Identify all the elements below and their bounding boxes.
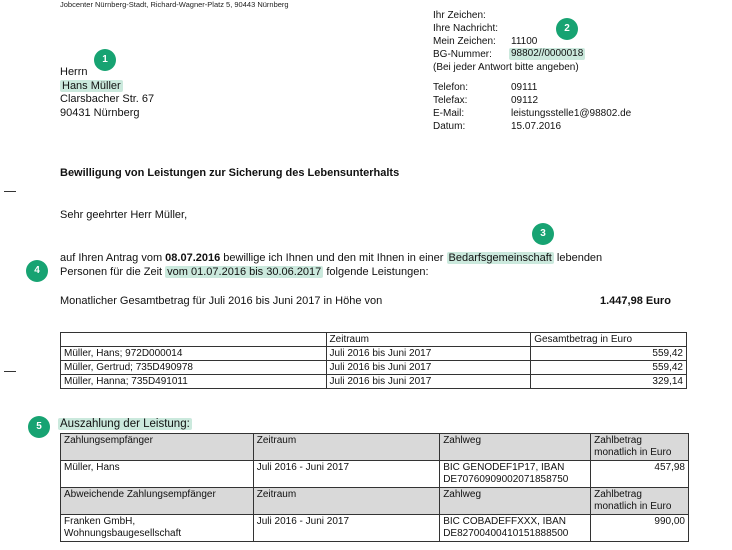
payout-header-row [61,434,689,461]
application-date: 08.07.2016 [165,252,221,264]
body-line-2 [60,266,429,278]
annotation-badge-3: 3 [532,223,554,245]
table-row [61,515,689,542]
datum-label: Datum: [433,121,466,132]
telefon-value: 09111 [511,82,538,93]
payout-header-amount: Zahlbetrag monatlich in Euro [591,434,689,461]
person-amount: 329,14 [531,375,687,389]
bg-nummer-value: 98802//0000018 [511,48,584,59]
payout-header-period: Zeitraum [253,434,439,461]
payout-header-amount: Zahlbetrag monatlich in Euro [591,488,689,515]
annotation-badge-4: 4 [26,260,48,282]
body-line-2-text-a: Personen für die Zeit [60,266,166,278]
payout-header-method: Zahlweg [440,434,591,461]
table-row [61,461,689,488]
payout-heading: Auszahlung der Leistung: [60,418,190,430]
annotation-badge-1: 1 [94,49,116,71]
mein-zeichen-value: 11100 [511,36,538,47]
email-label: E-Mail: [433,108,465,119]
mein-zeichen-label: Mein Zeichen: [433,36,496,47]
payout-method: BIC COBADEFFXXX, IBAN DE82700400410151888500 [440,515,591,542]
body-line-1 [60,252,602,264]
person-name: Müller, Hans; 972D000014 [61,347,327,361]
annotation-badge-5: 5 [28,416,50,438]
summary-amount: 1.447,98 Euro [600,295,671,307]
body-line-2-text-b: folgende Leistungen: [323,266,429,278]
payout-header-row-alt [61,488,689,515]
reference-block [433,10,723,135]
payout-header-alt-recipient: Abweichende Zahlungsempfänger [61,488,254,515]
payout-header-recipient: Zahlungsempfänger [61,434,254,461]
telefax-label: Telefax: [433,95,468,106]
annotation-badge-2: 2 [556,18,578,40]
persons-header-period: Zeitraum [326,333,531,347]
email-value: leistungsstelle1@98802.de [511,108,632,119]
person-amount: 559,42 [531,361,687,375]
payout-amount: 457,98 [591,461,689,488]
person-period: Juli 2016 bis Juni 2017 [326,347,531,361]
table-row [61,361,687,375]
sender-line: Jobcenter Nürnberg-Stadt, Richard-Wagner-Platz 5, 90443 Nürnberg [60,0,289,9]
datum-value: 15.07.2016 [511,121,562,132]
person-period: Juli 2016 bis Juni 2017 [326,361,531,375]
payout-period: Juli 2016 - Juni 2017 [253,515,439,542]
payout-recipient: Franken GmbH, Wohnungsbaugesellschaft [61,515,254,542]
person-amount: 559,42 [531,347,687,361]
persons-header-empty [61,333,327,347]
persons-table-header [61,333,687,347]
payout-table [60,433,689,542]
payout-method: BIC GENODEF1P17, IBAN DE70760909002071858750 [440,461,591,488]
letter-greeting: Sehr geehrter Herr Müller, [60,209,188,221]
persons-header-amount: Gesamtbetrag in Euro [531,333,687,347]
person-period: Juli 2016 bis Juni 2017 [326,375,531,389]
person-name: Müller, Hanna; 735D491011 [61,375,327,389]
fold-mark-bottom [4,371,16,372]
recipient-name: Hans Müller [62,79,121,92]
payout-header-period: Zeitraum [253,488,439,515]
ihre-nachricht-label: Ihre Nachricht: [433,23,499,34]
bedarfsgemeinschaft-term: Bedarfsgemeinschaft [448,252,552,264]
payout-header-method: Zahlweg [440,488,591,515]
payout-period: Juli 2016 - Juni 2017 [253,461,439,488]
letter-subject: Bewilligung von Leistungen zur Sicherung des Lebensunterhalts [60,167,400,179]
telefax-value: 09112 [511,95,539,106]
body-line-1-text-b: bewillige ich Ihnen und den mit Ihnen in einer [220,252,447,264]
bg-nummer-label: BG-Nummer: [433,49,492,60]
person-name: Müller, Gertrud; 735D490978 [61,361,327,375]
table-row [61,375,687,389]
payout-heading-wrap [58,418,192,430]
recipient-city: 90431 Nürnberg [60,106,140,119]
ihr-zeichen-label: Ihr Zeichen: [433,10,486,21]
payout-amount: 990,00 [591,515,689,542]
summary-label: Monatlicher Gesamtbetrag für Juli 2016 bis Juni 2017 in Höhe von [60,295,383,307]
payout-recipient: Müller, Hans [61,461,254,488]
recipient-street: Clarsbacher Str. 67 [60,93,155,105]
recipient-salutation: Herrn [60,66,88,78]
body-line-1-text-c: lebenden [553,252,603,264]
recipient-address [60,66,154,120]
telefon-label: Telefon: [433,82,469,93]
benefit-period: vom 01.07.2016 bis 30.06.2017 [167,266,322,278]
table-row [61,347,687,361]
body-line-1-text-a: auf Ihren Antrag vom [60,252,166,264]
fold-mark-top [4,191,16,192]
persons-table [60,332,687,389]
reference-hint: (Bei jeder Antwort bitte angeben) [433,62,579,73]
